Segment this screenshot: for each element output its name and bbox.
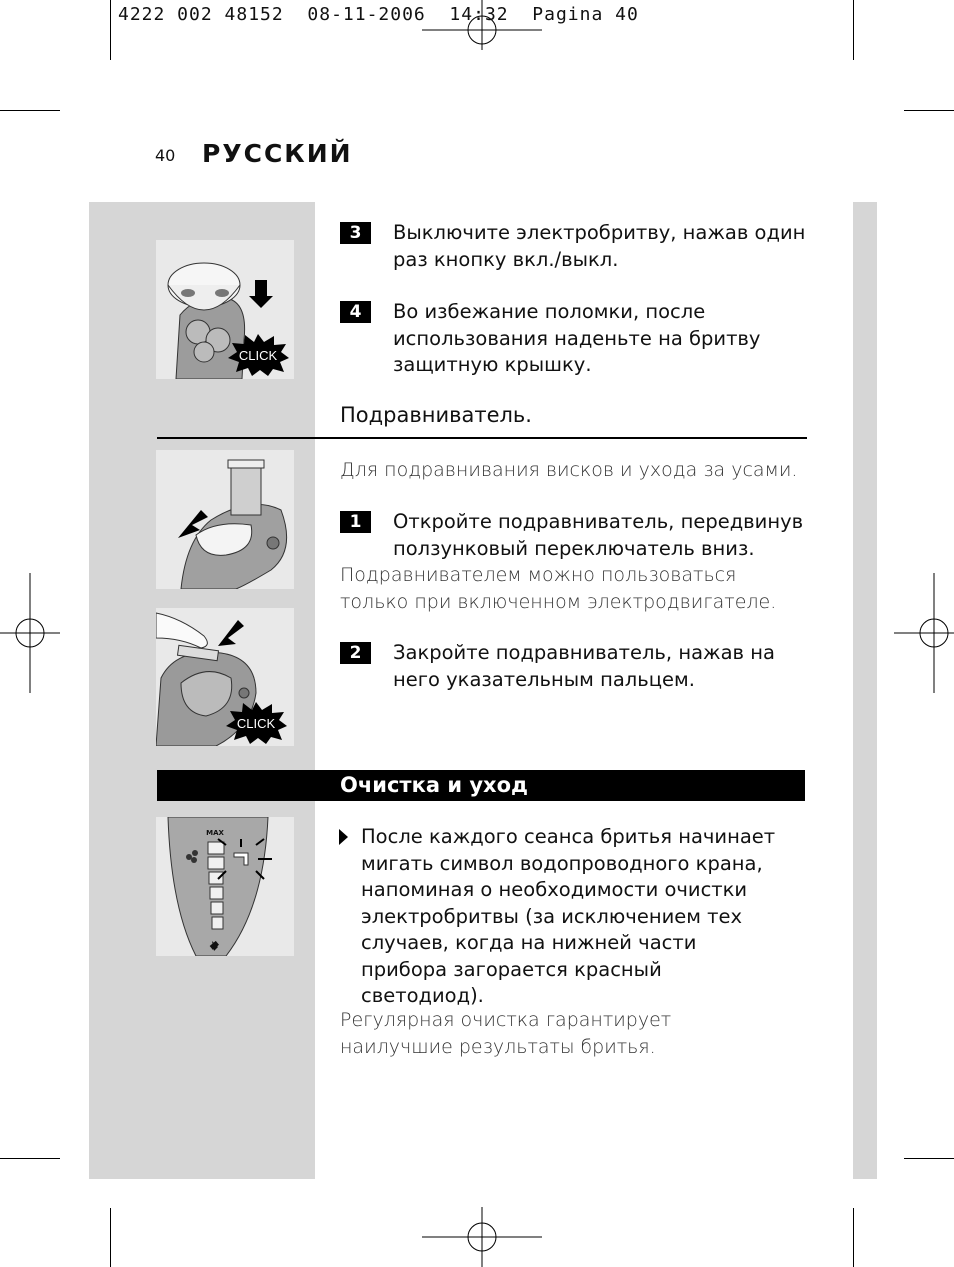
registration-mark-right: [894, 573, 954, 693]
cleaning-note: Регулярная очистка гарантирует наилучшие результаты бритья.: [340, 1009, 672, 1058]
click-badge: [224, 700, 288, 744]
bullet-icon: [339, 829, 348, 845]
crop-mark: [0, 1158, 60, 1159]
trimmer-open-icon: [156, 450, 294, 589]
right-grey-strip: [853, 202, 877, 1179]
figure-display-panel: [156, 817, 294, 956]
registration-mark-bottom: [422, 1207, 542, 1267]
trimmer-note: Подравнивателем можно пользоваться только при включенном электродвигателе.: [340, 564, 777, 613]
registration-mark-left: [0, 573, 60, 693]
step-text-4: Во избежание поломки, после использования наденьте на бритву защитную крышку.: [393, 300, 761, 376]
cleaning-heading: Очистка и уход: [340, 773, 528, 797]
crop-mark: [853, 1208, 854, 1267]
page-number: 40: [155, 146, 176, 165]
step-number-4: 4: [340, 301, 371, 323]
svg-text:CLICK: CLICK: [236, 716, 276, 731]
trimmer-heading: Подравниватель.: [340, 403, 532, 427]
step-text-3: Выключите электробритву, нажав один раз кнопку вкл./выкл.: [393, 221, 806, 271]
crop-mark: [110, 1208, 111, 1267]
crop-mark: [0, 110, 60, 111]
figure-cap-on: [156, 240, 294, 379]
display-panel-icon: [156, 817, 294, 956]
step-number-2: 2: [340, 642, 371, 664]
svg-text:MAX: MAX: [206, 829, 224, 837]
cleaning-section-bar: [157, 770, 805, 801]
svg-text:CLICK: CLICK: [238, 348, 278, 363]
step-number-1: 1: [340, 511, 371, 533]
crop-mark: [110, 0, 111, 60]
cleaning-bullet-text: После каждого сеанса бритья начинает мигать символ водопроводного крана, напоминая о необходимости очистки электробритвы (за исключением тех случаев, когда на нижней части прибора загорается красный светодиод).: [361, 825, 776, 1007]
step-text-1: Откройте подравниватель, передвинув ползунковый переключатель вниз.: [393, 510, 804, 560]
crop-mark: [904, 110, 954, 111]
section-rule: [157, 437, 807, 439]
step-number-3: 3: [340, 222, 371, 244]
click-badge: [226, 332, 290, 376]
crop-mark: [853, 0, 854, 60]
language-title: РУССКИЙ: [202, 139, 353, 168]
crop-mark: [904, 1158, 954, 1159]
step-text-2: Закройте подравниватель, нажав на него указательным пальцем.: [393, 641, 775, 691]
figure-trimmer-close: [156, 608, 294, 746]
trimmer-intro: Для подравнивания висков и ухода за усами.: [340, 459, 798, 481]
print-header: 4222 002 48152 08-11-2006 14:32 Pagina 40: [118, 4, 639, 25]
figure-trimmer-open: [156, 450, 294, 589]
